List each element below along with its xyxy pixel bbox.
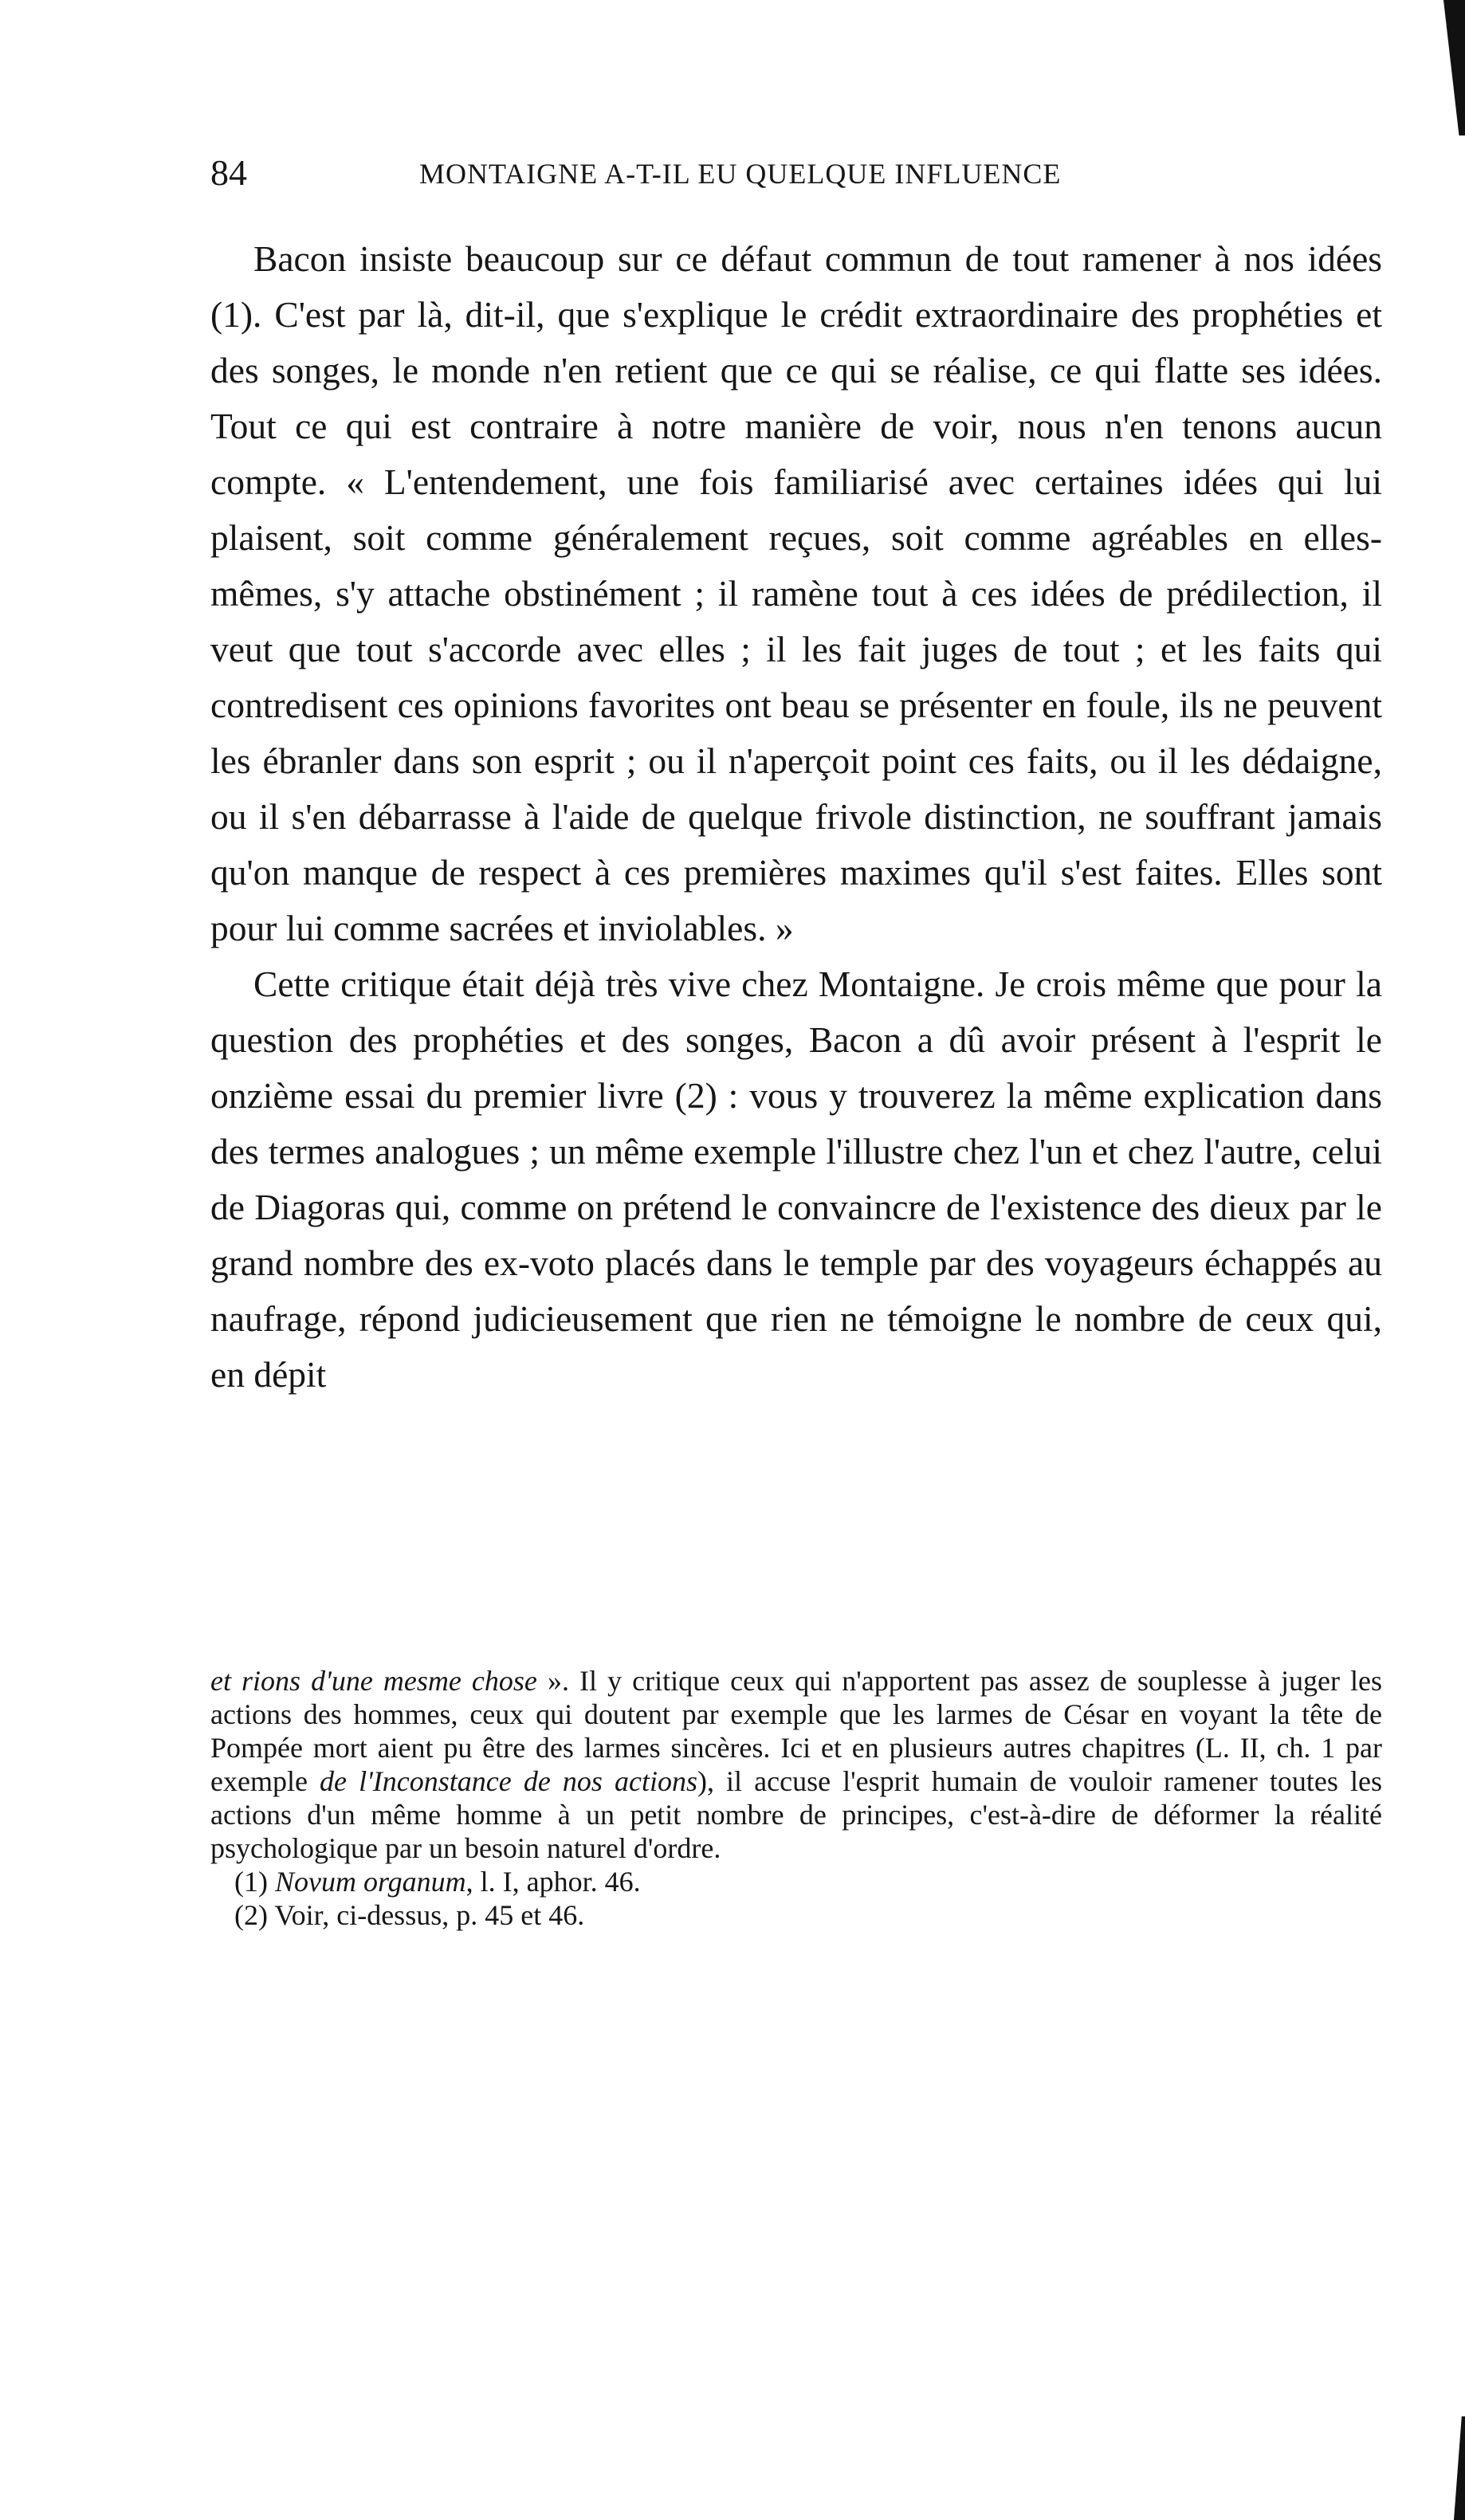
paragraph: Bacon insiste beaucoup sur ce défaut commun de tout ramener à nos idées (1). C'est par là, dit-il, que s'explique le crédit extraordinaire des prophéties et des songes, le monde n'en retient que ce qui se réalise, ce qui flatte ses idées. Tout ce qui est contraire à notre manière de voir, nous n'en tenons aucun compte. « L'entendement, une fois familiarisé avec certaines idées qui lui plaisent, soit comme généralement reçues, soit comme agréables en elles-mêmes, s'y attache obstinément ; il ramène tout à ces idées de prédilection, il veut que tout s'accorde avec elles ; il les fait juges de tout ; et les faits qui contredisent ces opinions favorites ont beau se présenter en foule, ils ne peuvent les ébranler dans son esprit ; ou il n'aperçoit point ces faits, ou il les dédaigne, ou il s'en débarrasse à l'aide de quelque frivole distinction, ne souffrant jamais qu'on manque de respect à ces premières maximes qu'il s'est faites. Elles sont pour lui comme sacrées et inviolables. »: [210, 238, 1382, 948]
running-title: MONTAIGNE A-T-IL EU QUELQUE INFLUENCE: [419, 158, 1062, 190]
page-number: 84: [210, 152, 247, 193]
paragraph: Cette critique était déjà très vive chez Montaigne. Je crois même que pour la question des prophéties et des songes, Bacon a dû avoir présent à l'esprit le onzième essai du premier livre (2) : vous y trouverez la même explication dans des termes analogues ; un même exemple l'illustre chez l'un et chez l'autre, celui de Diagoras qui, comme on prétend le convaincre de l'existence des dieux par le grand nombre des ex-voto placés dans le temple par des voyageurs échappés au naufrage, répond judicieusement que rien ne témoigne le nombre de ceux qui, en dépit: [210, 964, 1382, 1395]
footnote-text: , l. I, aphor. 46.: [465, 1866, 641, 1898]
footnote-2: (2) Voir, ci-dessus, p. 45 et 46.: [234, 1899, 585, 1931]
page-header: [210, 151, 1382, 199]
footnote-italic-reference: de l'Inconstance de nos actions: [320, 1765, 697, 1797]
footnotes: [210, 1664, 1382, 1932]
footnote-text: ». Il y critique ceux qui n'apportent pas assez de souplesse à juger les actions des hommes, ceux qui doutent par exemple que les larmes de César en voyant la tête de Pompée mort aient pu être des larmes sincères. Ici et en plusieurs autres chapitres (L. II, ch. 1 par exemple: [210, 1665, 1383, 1797]
footnote-text: ), il accuse l'esprit humain de vouloir ramener toutes les actions d'un même homme à un petit nombre de principes, c'est-à-dire de déformer la réalité psychologique par un besoin naturel d'ordre.: [210, 1765, 1382, 1864]
footnote-book-title: Novum organum: [274, 1866, 466, 1898]
scan-edge-shadow-top: [1441, 0, 1465, 135]
scan-edge-shadow-bottom: [1454, 2416, 1465, 2520]
footnote-marker: (1): [234, 1866, 275, 1898]
footnote-continuation: [210, 1664, 1382, 1865]
footnote-italic-quote: et rions d'une mesme chose: [210, 1665, 537, 1697]
main-text: [210, 231, 1382, 1403]
footnote-1: [210, 1865, 1382, 1898]
